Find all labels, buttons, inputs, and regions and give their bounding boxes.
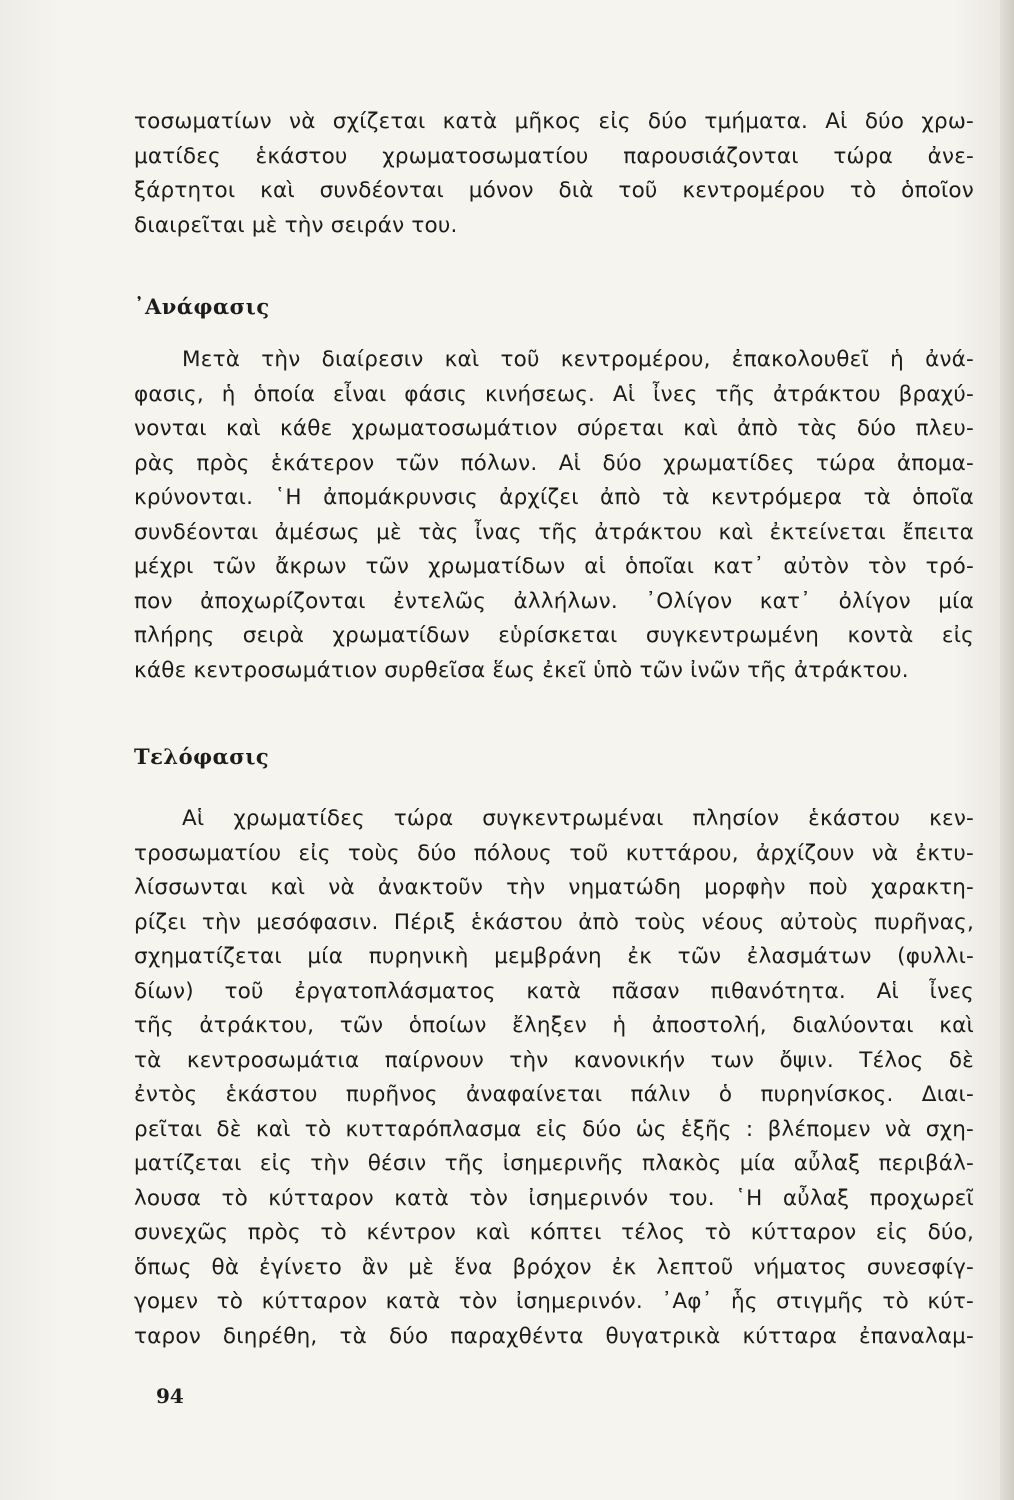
text-line: ταρον διηρέθη, τὰ δύο παραχθέντα θυγατρικὰ κύτταρα ἐπαναλαμ-	[134, 1323, 974, 1349]
text-line: ματίδες ἑκάστου χρωματοσωματίου παρουσιάζονται τώρα ἀνε-	[134, 143, 974, 169]
text-line: νονται καὶ κάθε χρωματοσωμάτιον σύρεται καὶ ἀπὸ τὰς δύο πλευ-	[134, 416, 974, 441]
paragraph-continuation	[134, 105, 974, 243]
text-line: ρὰς πρὸς ἑκάτερον τῶν πόλων. Αἱ δύο χρωματίδες τώρα ἀπομα-	[134, 450, 974, 476]
text-line: ρίζει τὴν μεσόφασιν. Πέριξ ἑκάστου ἀπὸ τοὺς νέους αὐτοὺς πυρῆνας,	[134, 909, 974, 935]
page-edge-shadow	[1000, 0, 1014, 1500]
text-line: Αἱ χρωματίδες τώρα συγκεντρωμέναι πλησίον ἑκάστου κεν-	[182, 806, 974, 831]
text-line: τοσωματίων νὰ σχίζεται κατὰ μῆκος εἰς δύο τμήματα. Αἱ δύο χρω-	[134, 109, 974, 134]
text-line: κρύνονται. ῾Η ἀπομάκρυνσις ἀρχίζει ἀπὸ τὰ κεντρόμερα τὰ ὁποῖα	[134, 485, 974, 510]
text-line: ρεῖται δὲ καὶ τὸ κυτταρόπλασμα εἰς δύο ὡς ἑξῆς : βλέπομεν νὰ σχη-	[134, 1116, 974, 1142]
section-heading-anaphase: ᾿Ανάφασις	[134, 294, 270, 319]
text-line: Μετὰ τὴν διαίρεσιν καὶ τοῦ κεντρομέρου, ἐπακολουθεῖ ἡ ἀνά-	[182, 347, 974, 372]
text-line: ἐντὸς ἑκάστου πυρῆνος ἀναφαίνεται πάλιν ὁ πυρηνίσκος. Διαι-	[134, 1082, 974, 1107]
text-line: τὰ κεντροσωμάτια παίρνουν τὴν κανονικήν των ὄψιν. Τέλος δὲ	[134, 1047, 974, 1073]
text-line: ξάρτητοι καὶ συνδέονται μόνον διὰ τοῦ κεντρομέρου τὸ ὁποῖον	[134, 178, 974, 203]
text-line: συνδέονται ἀμέσως μὲ τὰς ἶνας τῆς ἀτράκτου καὶ ἐκτείνεται ἔπειτα	[134, 519, 974, 545]
text-line: διαιρεῖται μὲ τὴν σειράν του.	[134, 212, 458, 238]
text-line: ὅπως θὰ ἐγίνετο ἂν μὲ ἕνα βρόχον ἐκ λεπτοῦ νήματος συνεσφίγ-	[134, 1254, 974, 1280]
section-heading-telophase: Τελόφασις	[134, 744, 270, 769]
text-line: πον ἀποχωρίζονται ἐντελῶς ἀλλήλων. ᾿Ολίγον κατ᾽ ὀλίγον μία	[134, 588, 974, 614]
text-line: φασις, ἡ ὁποία εἶναι φάσις κινήσεως. Αἱ ἶνες τῆς ἀτράκτου βραχύ-	[134, 381, 974, 407]
text-line: γομεν τὸ κύτταρον κατὰ τὸν ἰσημερινόν. ᾿Αφ᾽ ἧς στιγμῆς τὸ κύτ-	[134, 1289, 974, 1314]
text-line: σχηματίζεται μία πυρηνικὴ μεμβράνη ἐκ τῶν ἐλασμάτων (φυλλι-	[134, 944, 974, 969]
text-line: τῆς ἀτράκτου, τῶν ὁποίων ἔληξεν ἡ ἀποστολή, διαλύονται καὶ	[134, 1013, 974, 1038]
paragraph-telophase	[134, 802, 974, 1354]
text-line: τροσωματίου εἰς τοὺς δύο πόλους τοῦ κυττάρου, ἀρχίζουν νὰ ἐκτυ-	[134, 840, 974, 866]
text-line: πλήρης σειρὰ χρωματίδων εὑρίσκεται συγκεντρωμένη κοντὰ εἰς	[134, 623, 974, 648]
text-line: ματίζεται εἰς τὴν θέσιν τῆς ἰσημερινῆς πλακὸς μία αὖλαξ περιβάλ-	[134, 1151, 974, 1176]
text-line: λίσσωνται καὶ νὰ ἀνακτοῦν τὴν νηματώδη μορφὴν ποὺ χαρακτη-	[134, 875, 974, 900]
text-line: συνεχῶς πρὸς τὸ κέντρον καὶ κόπτει τέλος τὸ κύτταρον εἰς δύο,	[134, 1220, 974, 1245]
page-number: 94	[156, 1384, 184, 1408]
text-line: λουσα τὸ κύτταρον κατὰ τὸν ἰσημερινόν του. ῾Η αὖλαξ προχωρεῖ	[134, 1185, 974, 1211]
text-line: δίων) τοῦ ἐργατοπλάσματος κατὰ πᾶσαν πιθανότητα. Αἱ ἶνες	[134, 978, 974, 1004]
text-line: κάθε κεντροσωμάτιον συρθεῖσα ἕως ἐκεῖ ὑπὸ τῶν ἰνῶν τῆς ἀτράκτου.	[134, 657, 909, 683]
text-line: μέχρι τῶν ἄκρων τῶν χρωματίδων αἱ ὁποῖαι κατ᾽ αὐτὸν τὸν τρό-	[134, 554, 974, 579]
paragraph-anaphase	[134, 343, 974, 688]
